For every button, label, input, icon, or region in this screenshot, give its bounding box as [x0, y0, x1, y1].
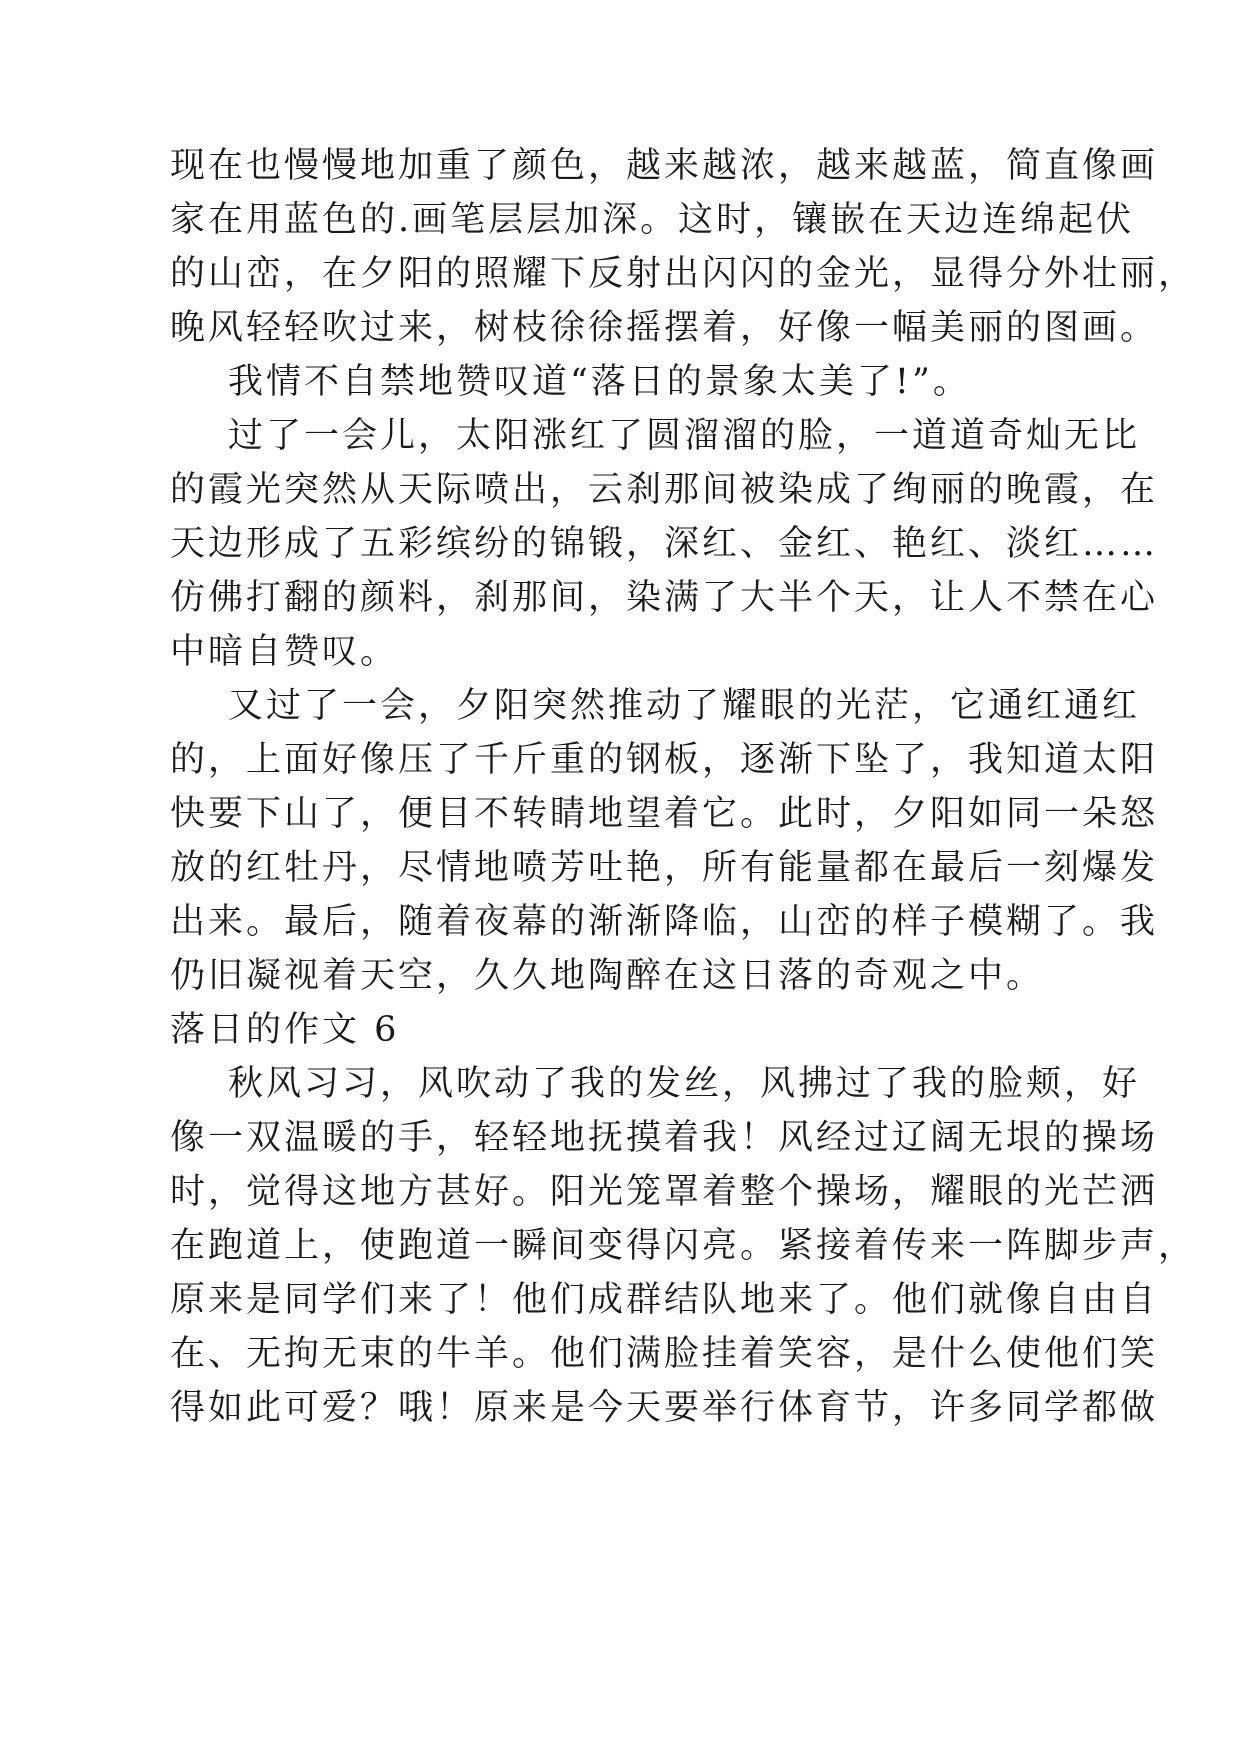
text-line: 仿佛打翻的颜料，刹那间，染满了大半个天，让人不禁在心	[170, 578, 1159, 618]
text-line: 又过了一会，夕阳突然推动了耀眼的光茫，它通红通红	[228, 686, 1141, 726]
text-line: 家在用蓝色的.画笔层层加深。这时，镶嵌在天边连绵起伏	[170, 200, 1135, 240]
text-line: 过了一会儿，太阳涨红了圆溜溜的脸，一道道奇灿无比	[228, 416, 1141, 456]
text-line: 的山峦，在夕阳的照耀下反射出闪闪的金光，显得分外壮丽，	[170, 254, 1197, 294]
text-line: 时，觉得这地方甚好。阳光笼罩着整个操场，耀眼的光芒洒	[170, 1172, 1159, 1212]
text-line: 中暗自赞叹。	[170, 632, 399, 672]
text-line: 现在也慢慢地加重了颜色，越来越浓，越来越蓝，简直像画	[170, 146, 1159, 186]
text-line: 秋风习习，风吹动了我的发丝，风拂过了我的脸颊，好	[228, 1064, 1141, 1104]
text-line: 放的红牡丹，尽情地喷芳吐艳，所有能量都在最后一刻爆发	[170, 848, 1159, 888]
text-line: 我情不自禁地赞叹道“落日的景象太美了!”。	[228, 362, 971, 402]
text-line: 的，上面好像压了千斤重的钢板，逐渐下坠了，我知道太阳	[170, 740, 1159, 780]
text-line: 得如此可爱？哦！原来是今天要举行体育节，许多同学都做	[170, 1388, 1159, 1428]
text-line: 在跑道上，使跑道一瞬间变得闪亮。紧接着传来一阵脚步声，	[170, 1226, 1197, 1266]
text-line: 在、无拘无束的牛羊。他们满脸挂着笑容，是什么使他们笑	[170, 1334, 1159, 1374]
text-line: 的霞光突然从天际喷出，云刹那间被染成了绚丽的晚霞，在	[170, 470, 1159, 510]
text-line: 像一双温暖的手，轻轻地抚摸着我！风经过辽阔无垠的操场	[170, 1118, 1159, 1158]
text-line: 仍旧凝视着天空，久久地陶醉在这日落的奇观之中。	[170, 956, 1045, 996]
section-heading: 落日的作文 6	[170, 1010, 400, 1050]
text-line: 出来。最后，随着夜幕的渐渐降临，山峦的样子模糊了。我	[170, 902, 1159, 942]
text-line: 晚风轻轻吹过来，树枝徐徐摇摆着，好像一幅美丽的图画。	[170, 308, 1159, 348]
text-line: 原来是同学们来了！他们成群结队地来了。他们就像自由自	[170, 1280, 1159, 1320]
text-line: 天边形成了五彩缤纷的锦锻，深红、金红、艳红、淡红……	[170, 524, 1159, 564]
text-line: 快要下山了，便目不转睛地望着它。此时，夕阳如同一朵怒	[170, 794, 1159, 834]
